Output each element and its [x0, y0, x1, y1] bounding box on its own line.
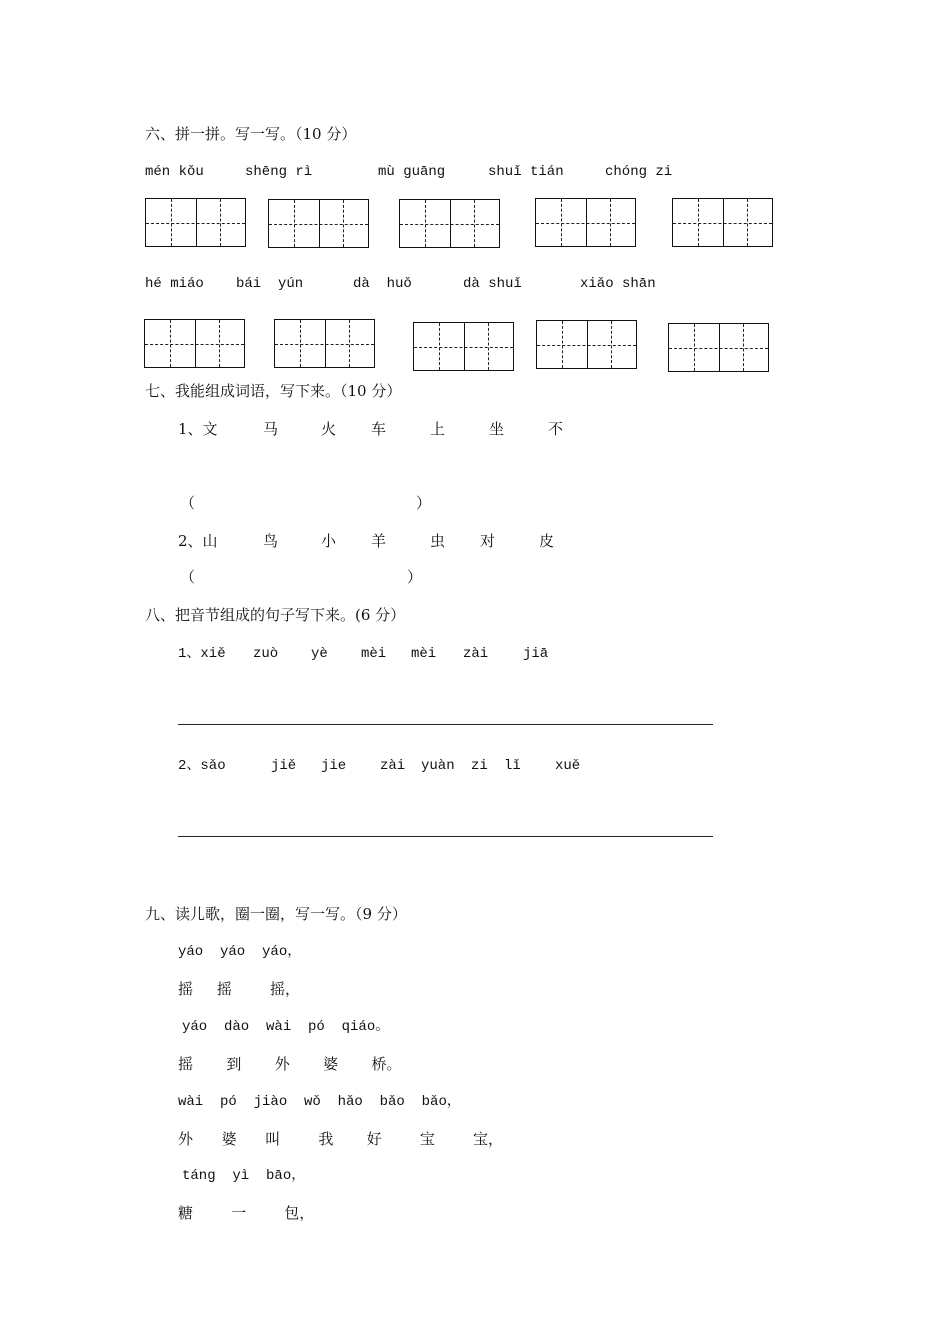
- writing-grid[interactable]: [668, 323, 769, 372]
- pinyin-syllable: zài: [380, 758, 406, 774]
- pinyin-syllable: 2、sǎo: [178, 758, 226, 774]
- pinyin-syllable: yè: [311, 646, 328, 662]
- pinyin-word: shuǐ tián: [488, 164, 564, 180]
- answer-paren-close: ）: [416, 494, 432, 512]
- poem-hanzi-line: 摇 到 外 婆 桥。: [178, 1055, 402, 1073]
- writing-grid[interactable]: [536, 320, 637, 369]
- writing-grid[interactable]: [145, 198, 246, 247]
- pinyin-word: mén kǒu: [145, 164, 204, 180]
- pinyin-word: shēng rì: [245, 164, 313, 180]
- pinyin-word: chóng zi: [605, 164, 673, 180]
- answer-line[interactable]: [178, 724, 713, 725]
- pinyin-syllable: 1、xiě: [178, 646, 226, 662]
- poem-hanzi-line: 摇 摇 摇，: [178, 980, 300, 998]
- pinyin-syllable: jie: [321, 758, 347, 774]
- word-char: 鸟: [263, 532, 279, 550]
- writing-grid[interactable]: [413, 322, 514, 371]
- pinyin-syllable: mèi: [361, 646, 387, 662]
- writing-grid[interactable]: [268, 199, 369, 248]
- writing-grid[interactable]: [274, 319, 375, 368]
- word-char: 火: [321, 420, 337, 438]
- pinyin-word: dà huǒ: [353, 276, 412, 292]
- section-7-title: 七、我能组成词语，写下来。（10 分）: [145, 382, 402, 400]
- writing-grid[interactable]: [399, 199, 500, 248]
- pinyin-syllable: jiě: [271, 758, 297, 774]
- pinyin-syllable: zài: [463, 646, 489, 662]
- word-char: 上: [430, 420, 446, 438]
- writing-grid[interactable]: [144, 319, 245, 368]
- word-char: 皮: [539, 532, 555, 550]
- poem-pinyin-line: yáo yáo yáo，: [178, 944, 302, 960]
- poem-pinyin-line: yáo dào wài pó qiáo。: [182, 1019, 390, 1035]
- pinyin-word: xiǎo shān: [580, 276, 656, 292]
- pinyin-word: hé miáo: [145, 276, 204, 292]
- poem-pinyin-line: táng yì bāo，: [182, 1168, 306, 1184]
- word-char: 不: [548, 420, 564, 438]
- pinyin-syllable: lǐ: [504, 758, 521, 774]
- word-char: 对: [480, 532, 496, 550]
- poem-pinyin-line: wài pó jiào wǒ hǎo bǎo bǎo，: [178, 1094, 461, 1110]
- pinyin-word: bái yún: [236, 276, 304, 292]
- pinyin-syllable: zi: [471, 758, 488, 774]
- word-char: 坐: [489, 420, 505, 438]
- word-char: 1、文: [178, 420, 218, 438]
- pinyin-word: mù guāng: [378, 164, 446, 180]
- section-9-title: 九、读儿歌，圈一圈，写一写。（9 分）: [145, 905, 407, 923]
- pinyin-syllable: yuàn: [421, 758, 455, 774]
- word-char: 车: [371, 420, 387, 438]
- section-8-title: 八、把音节组成的句子写下来。(6 分）: [145, 606, 406, 624]
- pinyin-syllable: jiā: [523, 646, 549, 662]
- word-char: 羊: [371, 532, 387, 550]
- answer-paren-open: （: [180, 494, 196, 512]
- pinyin-syllable: mèi: [411, 646, 437, 662]
- answer-paren-open: （: [180, 568, 196, 586]
- poem-hanzi-line: 外 婆 叫 我 好 宝 宝，: [178, 1130, 504, 1148]
- writing-grid[interactable]: [535, 198, 636, 247]
- pinyin-word: dà shuǐ: [463, 276, 522, 292]
- answer-paren-close: ）: [407, 568, 423, 586]
- poem-hanzi-line: 糖 一 包，: [178, 1204, 315, 1222]
- section-6-title: 六、拼一拼。写一写。（10 分）: [145, 125, 357, 143]
- answer-line[interactable]: [178, 836, 713, 837]
- writing-grid[interactable]: [672, 198, 773, 247]
- pinyin-syllable: xuě: [555, 758, 581, 774]
- word-char: 马: [263, 420, 279, 438]
- pinyin-syllable: zuò: [253, 646, 279, 662]
- word-char: 2、山: [178, 532, 218, 550]
- word-char: 小: [321, 532, 337, 550]
- word-char: 虫: [430, 532, 446, 550]
